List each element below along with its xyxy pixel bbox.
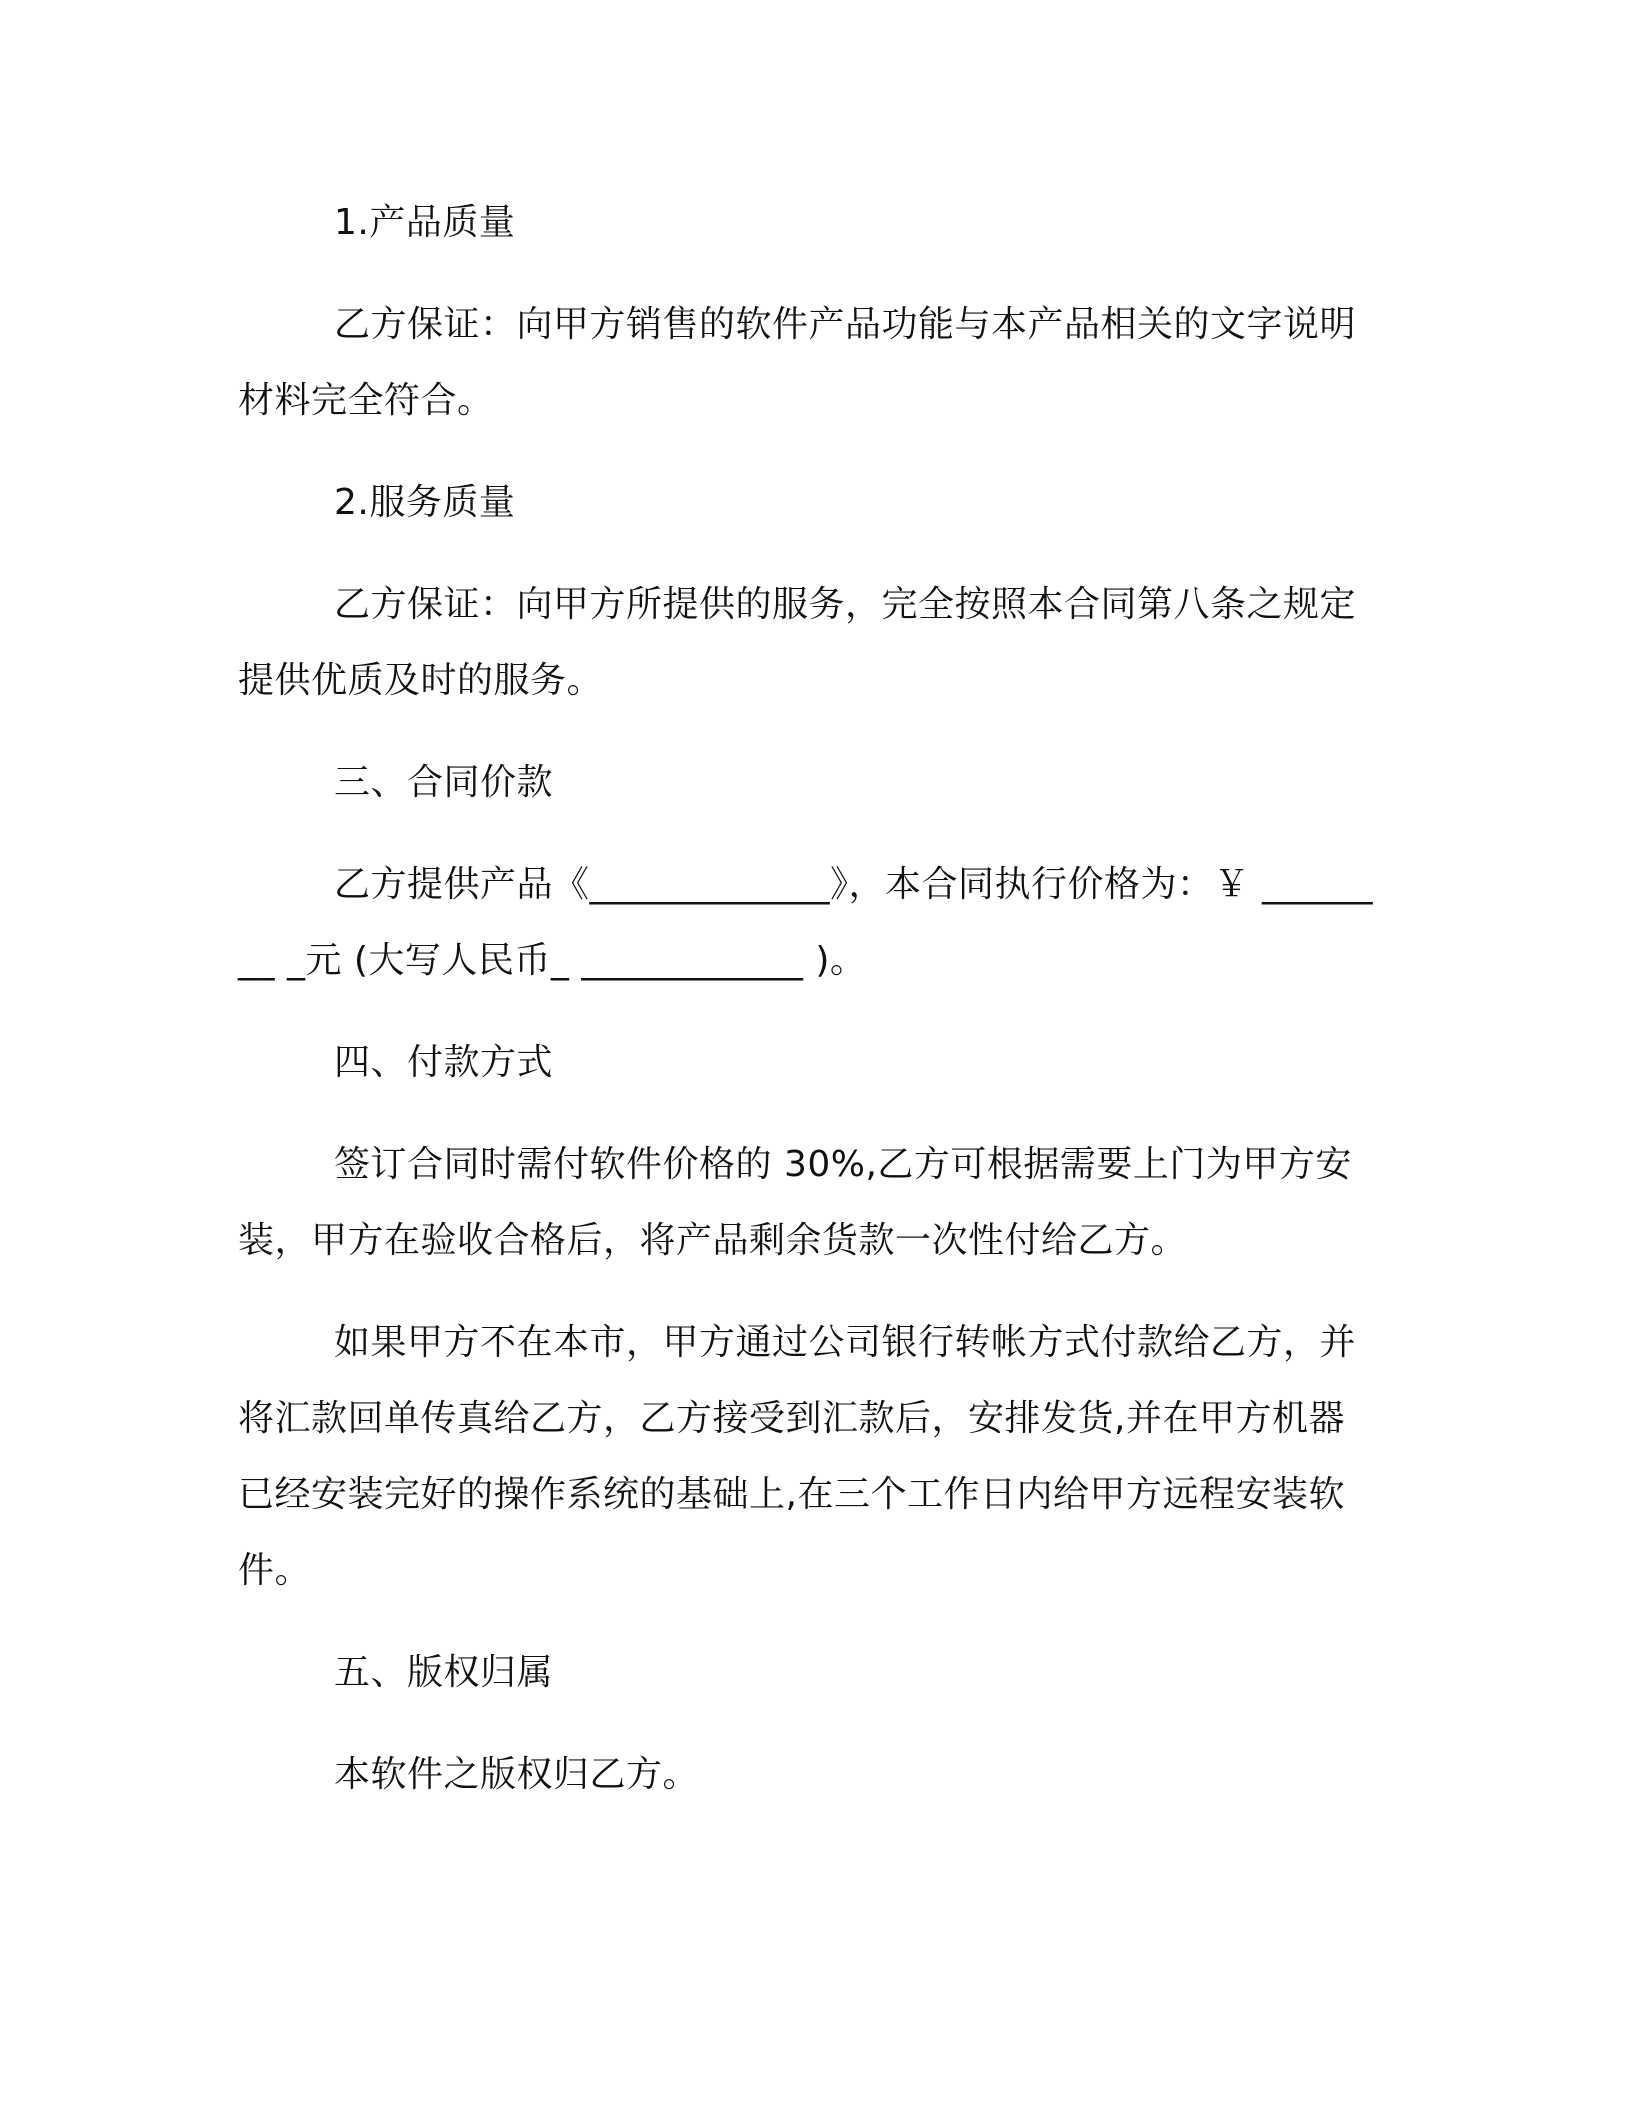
section-heading-payment-method: 四、付款方式 [334,1042,554,1083]
section-heading-contract-price: 三、合同价款 [334,762,554,803]
section-heading-service-quality: 2.服务质量 [334,482,516,523]
paragraph-service-quality: 乙方保证：向甲方所提供的服务，完全按照本合同第八条之规定提供优质及时的服务。 [238,584,1357,701]
section-heading-product-quality: 1.产品质量 [334,202,516,243]
paragraph-payment-terms: 签订合同时需付软件价格的 30%,乙方可根据需要上门为甲方安装，甲方在验收合格后，将产品剩余货款一次性付给乙方。 [238,1144,1352,1261]
paragraph-copyright: 本软件之版权归乙方。 [334,1754,700,1795]
document-body [238,185,1378,1813]
paragraph-product-quality: 乙方保证：向甲方销售的软件产品功能与本产品相关的文字说明材料完全符合。 [238,304,1357,421]
section-heading-copyright: 五、版权归属 [334,1652,554,1693]
paragraph-remote-payment: 如果甲方不在本市，甲方通过公司银行转帐方式付款给乙方，并将汇款回单传真给乙方，乙方接受到汇款后，安排发货,并在甲方机器已经安装完好的操作系统的基础上,在三个工作日内给甲方远程安装软件。 [238,1322,1357,1591]
paragraph-contract-price: 乙方提供产品《_____________》，本合同执行价格为：￥ ________ _元 (大写人民币_ ____________ )。 [238,864,1373,981]
